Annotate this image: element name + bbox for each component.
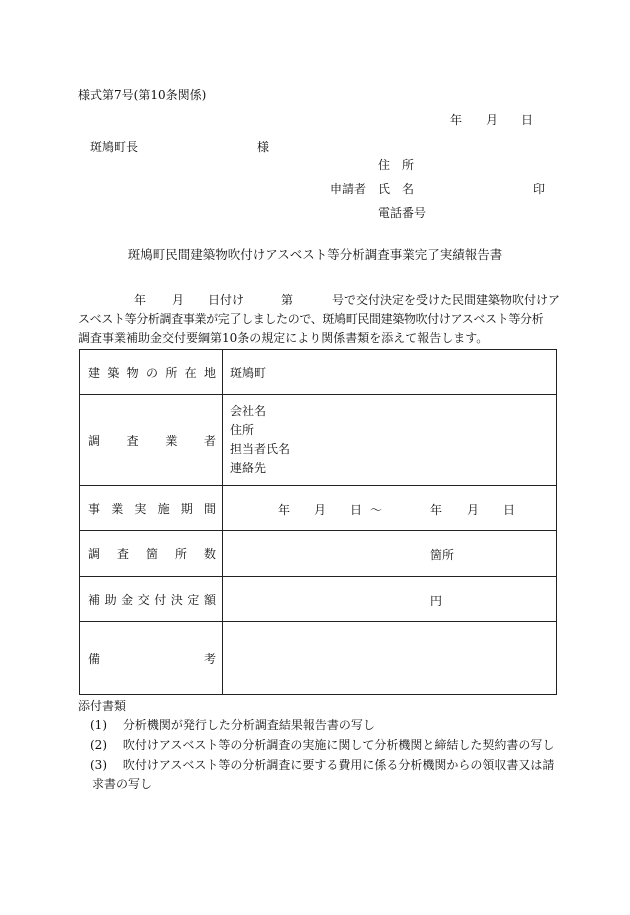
- form-number: 様式第7号(第10条関係): [78, 88, 207, 102]
- amount-value[interactable]: [223, 577, 557, 622]
- label-char: 業: [111, 501, 124, 516]
- count-value[interactable]: [223, 531, 557, 577]
- remarks-value[interactable]: [223, 622, 557, 695]
- period-end-month: 月: [467, 503, 480, 517]
- attachment-item: [90, 716, 375, 733]
- body-dai: 第: [281, 293, 294, 307]
- row-count: [80, 531, 557, 577]
- label-char: の: [145, 365, 158, 380]
- contact-person-label: 担当者氏名: [230, 442, 291, 456]
- period-start-year: 年: [278, 503, 291, 517]
- label-char: 補: [88, 592, 101, 607]
- label-char: 施: [157, 501, 170, 516]
- contact-info-label: 連絡先: [230, 461, 267, 475]
- surveyor-value[interactable]: [223, 395, 557, 486]
- label-char: 箇: [145, 547, 158, 561]
- label-char: 付: [154, 592, 167, 607]
- row-location: [80, 350, 557, 395]
- attachment-item-continuation: 求書の写し: [92, 777, 153, 791]
- label-char: 備: [88, 652, 101, 666]
- honorific: 様: [257, 140, 270, 154]
- label-char: 交: [137, 592, 150, 607]
- period-tilde: 〜: [370, 503, 383, 517]
- count-unit: 箇所: [430, 548, 455, 562]
- body-line2: スベスト等分析調査事業が完了しましたので、斑鳩町民間建築物吹付けアスベスト等分析: [78, 312, 544, 326]
- label-char: 調: [88, 433, 101, 448]
- phone-label: 電話番号: [378, 206, 427, 220]
- surveyor-header: [80, 395, 223, 486]
- attachments-title: 添付書類: [78, 699, 127, 713]
- address-label: 住 所: [378, 158, 415, 172]
- remarks-header: [80, 622, 223, 695]
- label-char: 金: [121, 592, 134, 607]
- seal-mark: 印: [533, 182, 546, 196]
- label-char: 者: [203, 433, 216, 448]
- amount-unit: 円: [430, 594, 443, 608]
- attachment-text: 吹付けアスベスト等の分析調査の実施に関して分析機関と締結した契約書の写し: [122, 738, 555, 752]
- label-char: 調: [88, 547, 101, 561]
- row-remarks: [80, 622, 557, 695]
- location-value[interactable]: 斑鳩町: [223, 350, 557, 395]
- applicant-label: 申請者: [330, 182, 367, 196]
- label-char: 建: [88, 365, 101, 380]
- label-char: 実: [134, 501, 147, 516]
- name-label: 氏 名: [378, 182, 415, 196]
- attachment-text: 吹付けアスベスト等の分析調査に要する費用に係る分析機関からの領収書又は請: [122, 758, 555, 772]
- date-month-label: 月: [486, 113, 499, 127]
- amount-header: [80, 577, 223, 622]
- period-start-day: 日: [350, 503, 363, 517]
- body-month: 月: [172, 293, 185, 307]
- body-line3: 調査事業補助金交付要綱第10条の規定により関係書類を添えて報告します。: [78, 331, 489, 345]
- row-period: [80, 486, 557, 531]
- date-day-label: 日: [521, 113, 534, 127]
- period-value[interactable]: [223, 486, 557, 531]
- period-start-month: 月: [314, 503, 327, 517]
- addressee: 斑鳩町長: [90, 140, 139, 154]
- label-char: 事: [88, 501, 101, 516]
- label-char: 間: [203, 501, 216, 516]
- label-char: 査: [116, 547, 129, 561]
- label-char: 在: [184, 365, 197, 380]
- company-address-label: 住所: [230, 423, 255, 437]
- period-header: [80, 486, 223, 531]
- label-char: 定: [187, 592, 200, 607]
- attachment-number: (1): [90, 718, 107, 732]
- attachment-item: [90, 756, 554, 773]
- attachment-number: (2): [90, 738, 107, 752]
- label-char: 期: [180, 501, 193, 516]
- date-year-label: 年: [450, 113, 463, 127]
- label-char: 物: [126, 365, 139, 380]
- count-header: [80, 531, 223, 577]
- label-char: 決: [170, 592, 183, 607]
- label-char: 数: [203, 547, 216, 561]
- label-char: 所: [174, 547, 187, 561]
- label-char: 所: [165, 365, 178, 380]
- attachment-item: [90, 736, 554, 753]
- report-table: [79, 349, 557, 695]
- label-char: 考: [203, 652, 216, 666]
- attachment-number: (3): [90, 758, 107, 772]
- period-end-day: 日: [503, 503, 516, 517]
- location-header: [80, 350, 223, 395]
- row-amount: [80, 577, 557, 622]
- company-name-label: 会社名: [230, 404, 267, 418]
- body-line1-rest: 号で交付決定を受けた民間建築物吹付けア: [332, 293, 561, 307]
- label-char: 業: [165, 433, 178, 448]
- label-char: 地: [203, 365, 216, 380]
- label-char: 築: [107, 365, 120, 380]
- label-char: 額: [203, 592, 216, 607]
- body-year: 年: [134, 293, 147, 307]
- label-char: 助: [104, 592, 117, 607]
- row-surveyor: [80, 395, 557, 486]
- label-char: 査: [126, 433, 139, 448]
- attachment-text: 分析機関が発行した分析調査結果報告書の写し: [122, 718, 375, 732]
- body-date: 日付け: [208, 293, 245, 307]
- period-end-year: 年: [430, 503, 443, 517]
- document-title: 斑鳩町民間建築物吹付けアスベスト等分析調査事業完了実績報告書: [127, 247, 503, 262]
